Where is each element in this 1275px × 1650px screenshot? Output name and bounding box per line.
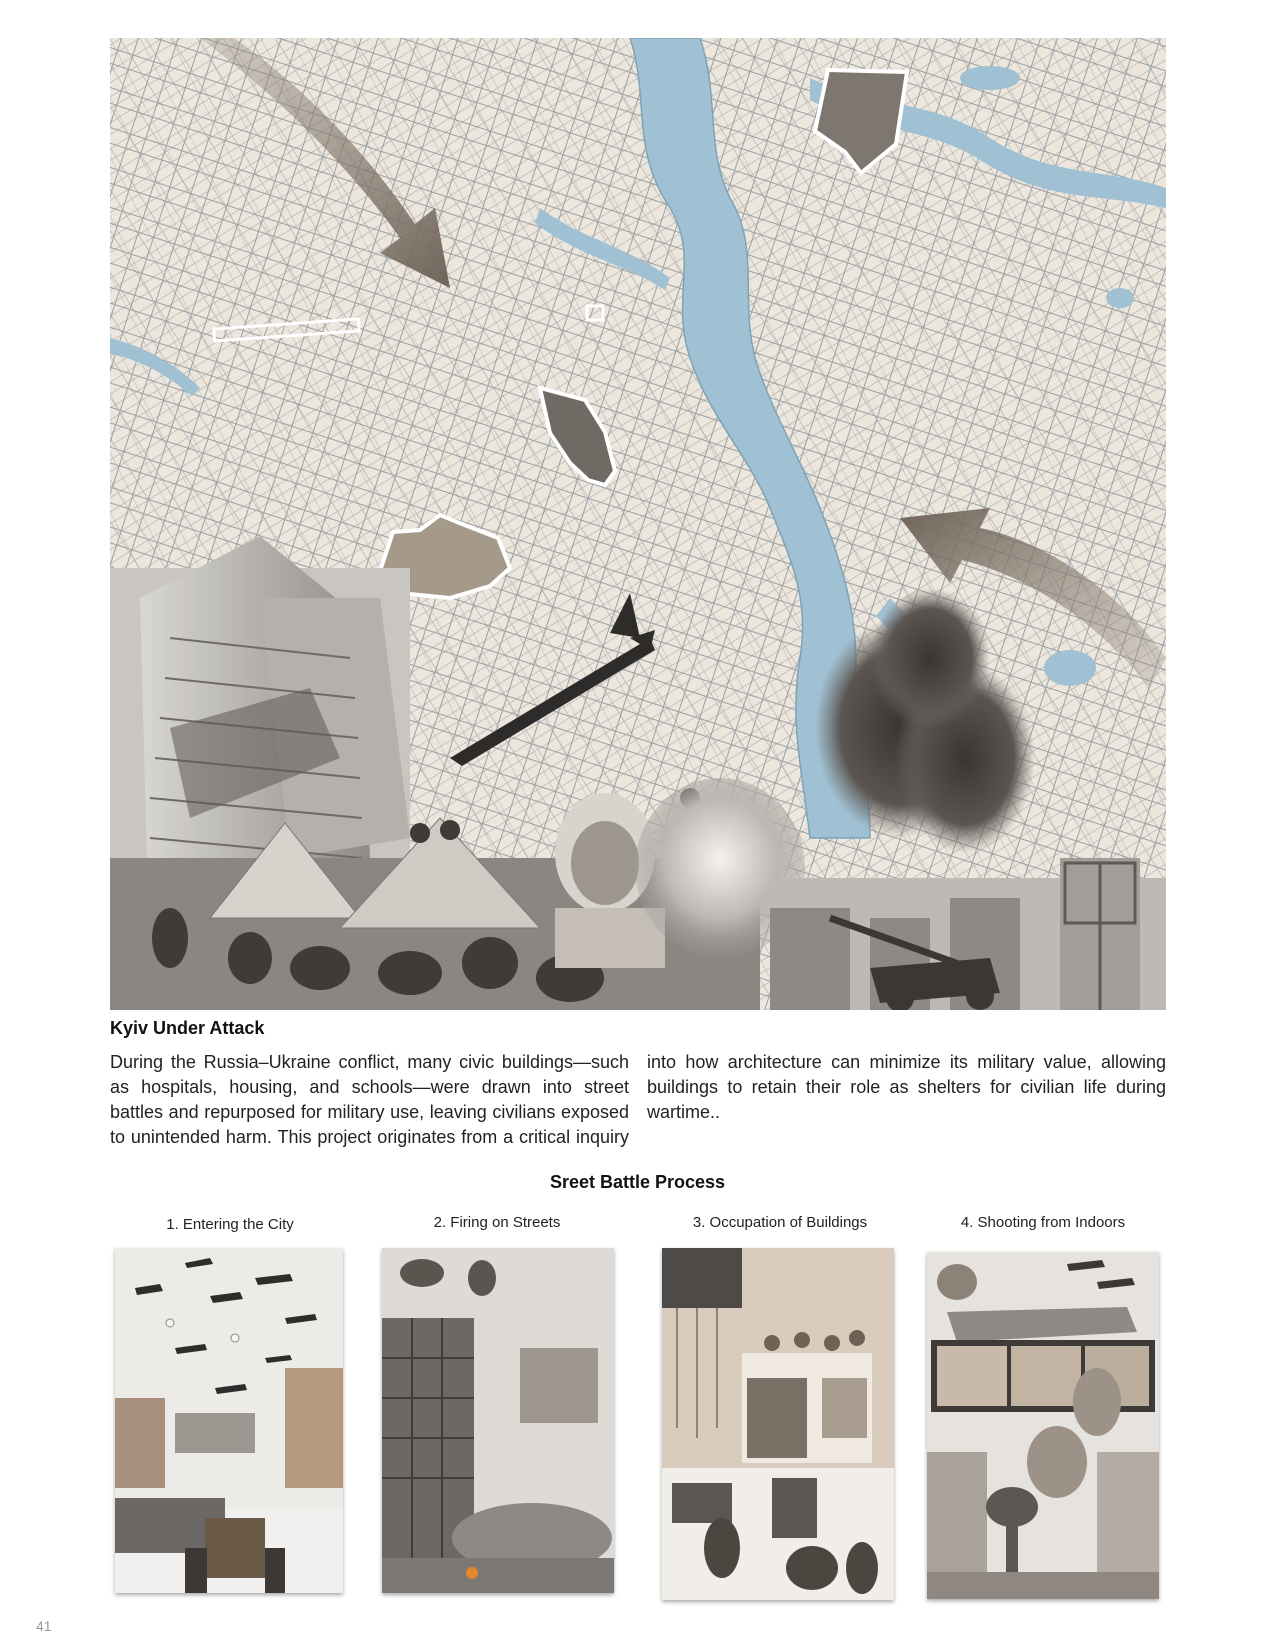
step-3-image bbox=[662, 1248, 894, 1600]
step-3-label: 3. Occupation of Buildings bbox=[692, 1214, 868, 1231]
page-number: 41 bbox=[36, 1618, 52, 1634]
step-4-label: 4. Shooting from Indoors bbox=[960, 1214, 1126, 1231]
process-section-title: Sreet Battle Process bbox=[549, 1172, 726, 1192]
step-4-image bbox=[927, 1252, 1159, 1599]
step-2-label: 2. Firing on Streets bbox=[433, 1214, 561, 1231]
step-1-image bbox=[115, 1248, 343, 1593]
hero-caption-body: During the Russia–Ukraine conflict, many civic buildings—such as hospitals, housing, and schools—were drawn into street battles and repurposed for military use, leaving civilians exposed to unintended harm. This project originates from a critical inquiry into how architecture can minimize its military value, allowing buildings to retain their role as shelters for civilian life during wartime.. bbox=[110, 1052, 1166, 1147]
hero-caption-title: Kyiv Under Attack bbox=[110, 1018, 265, 1038]
kyiv-map-image bbox=[110, 38, 1166, 1010]
step-2-image bbox=[382, 1248, 614, 1593]
step-1-label: 1. Entering the City bbox=[166, 1216, 294, 1233]
hero-collage bbox=[110, 38, 1166, 1010]
